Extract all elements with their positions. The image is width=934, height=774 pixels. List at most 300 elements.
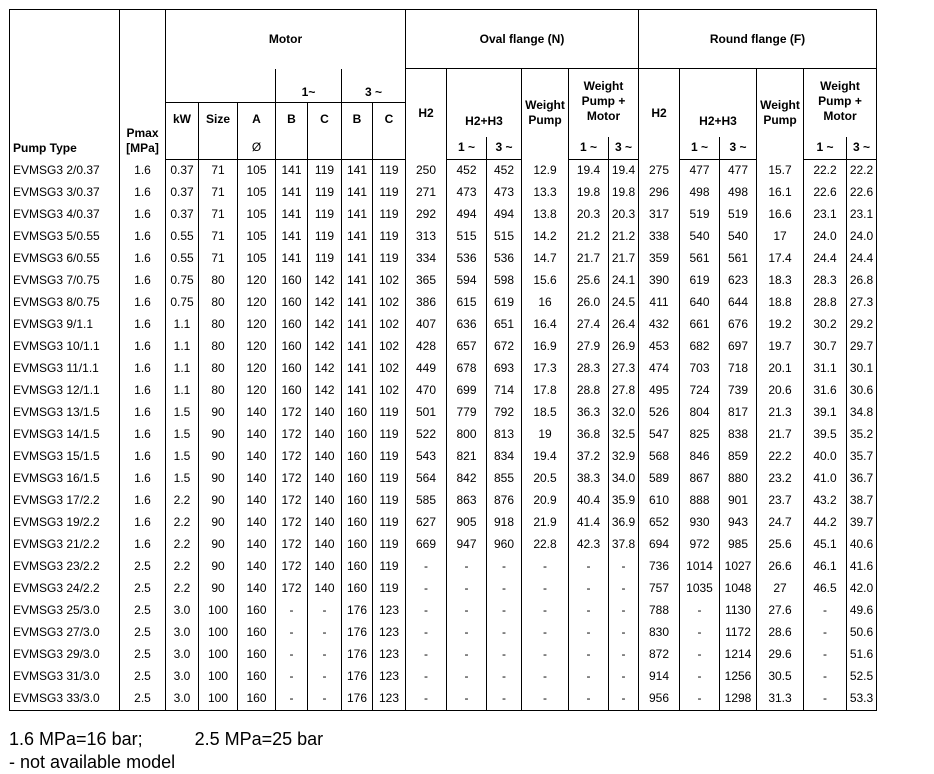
table-cell: EVMSG3 7/0.75 xyxy=(10,270,120,292)
table-cell: 2.5 xyxy=(120,600,166,622)
table-cell: 142 xyxy=(308,314,342,336)
table-cell: 105 xyxy=(238,204,276,226)
table-cell: - xyxy=(804,644,847,666)
table-cell: 338 xyxy=(639,226,680,248)
table-cell: 140 xyxy=(308,490,342,512)
table-cell: 123 xyxy=(373,622,406,644)
table-cell: 589 xyxy=(639,468,680,490)
table-cell: 498 xyxy=(680,182,720,204)
table-cell: 42.0 xyxy=(849,581,874,595)
table-cell: 100 xyxy=(199,622,238,644)
table-cell: 80 xyxy=(199,380,238,402)
table-cell: 90 xyxy=(199,512,238,534)
table-cell: 141 xyxy=(342,380,373,402)
table-cell: 22.2 xyxy=(757,446,804,468)
table-cell: 3.0 xyxy=(166,644,199,666)
table-cell: 718 xyxy=(720,358,757,380)
table-cell: 140 xyxy=(308,446,342,468)
table-cell: 619 xyxy=(680,270,720,292)
table-cell: 515 xyxy=(447,226,487,248)
table-cell: 943 xyxy=(720,512,757,534)
table-cell: EVMSG3 25/3.0 xyxy=(10,600,120,622)
table-cell: EVMSG3 16/1.5 xyxy=(10,468,120,490)
table-cell: 1.1 xyxy=(166,358,199,380)
table-cell: 20.6 xyxy=(757,380,804,402)
table-cell: 788 xyxy=(639,600,680,622)
table-cell: 30.1 xyxy=(849,361,874,375)
table-cell: 141 xyxy=(342,314,373,336)
table-cell: 1214 xyxy=(720,644,757,666)
table-cell: 27.3 xyxy=(609,358,639,380)
table-cell: - xyxy=(447,622,487,644)
table-cell: 12.9 xyxy=(522,159,569,182)
table-cell: 160 xyxy=(342,446,373,468)
table-cell: 40.6 xyxy=(849,537,874,551)
table-cell: 31.6 xyxy=(804,380,847,402)
table-cell: 172 xyxy=(276,402,308,424)
table-cell: 1.6 xyxy=(120,182,166,204)
table-cell: - xyxy=(406,688,447,711)
table-cell: 24.5 xyxy=(609,292,639,314)
table-cell: 160 xyxy=(342,512,373,534)
table-cell: - xyxy=(447,600,487,622)
table-cell: - xyxy=(276,644,308,666)
table-cell: 90 xyxy=(199,446,238,468)
table-cell: 42.3 xyxy=(569,534,609,556)
table-cell: 102 xyxy=(373,314,406,336)
table-cell: 120 xyxy=(238,292,276,314)
table-cell: 23.1 xyxy=(849,207,874,221)
table-cell: - xyxy=(609,644,639,666)
table-cell: 2.2 xyxy=(166,556,199,578)
header-pmax-label: Pmax xyxy=(126,126,159,140)
table-cell: 1035 xyxy=(680,578,720,600)
header-round-wpm-1phase: 1 ~ xyxy=(804,137,847,160)
table-cell: 140 xyxy=(238,402,276,424)
table-cell: 119 xyxy=(373,159,406,182)
table-cell: 123 xyxy=(373,688,406,711)
table-cell: 863 xyxy=(447,490,487,512)
table-cell: 80 xyxy=(199,314,238,336)
table-cell: 16 xyxy=(522,292,569,314)
table-cell: - xyxy=(569,600,609,622)
table-cell: 494 xyxy=(487,204,522,226)
table-cell: 598 xyxy=(487,270,522,292)
table-cell: 160 xyxy=(238,688,276,711)
table-cell: 867 xyxy=(680,468,720,490)
table-cell: EVMSG3 6/0.55 xyxy=(10,248,120,270)
table-cell: - xyxy=(609,600,639,622)
table-cell: 119 xyxy=(373,424,406,446)
table-cell: 172 xyxy=(276,468,308,490)
table-cell: 2.5 xyxy=(120,622,166,644)
table-cell: 15.7 xyxy=(757,159,804,182)
table-cell: 160 xyxy=(342,402,373,424)
table-cell: 842 xyxy=(447,468,487,490)
table-cell: 140 xyxy=(308,534,342,556)
table-cell: 651 xyxy=(487,314,522,336)
table-cell: 800 xyxy=(447,424,487,446)
table-cell: 739 xyxy=(720,380,757,402)
table-cell: 0.37 xyxy=(166,159,199,182)
table-cell: 29.7 xyxy=(849,339,874,353)
table-cell: 80 xyxy=(199,292,238,314)
table-cell: 1130 xyxy=(720,600,757,622)
table-cell: 24.4 xyxy=(804,248,847,270)
table-cell: 160 xyxy=(276,336,308,358)
table-cell: EVMSG3 21/2.2 xyxy=(10,534,120,556)
table-cell: 24.0 xyxy=(804,226,847,248)
table-cell: 13.3 xyxy=(522,182,569,204)
table-cell: 672 xyxy=(487,336,522,358)
table-cell: 172 xyxy=(276,446,308,468)
table-row xyxy=(10,446,877,468)
table-cell: 428 xyxy=(406,336,447,358)
table-cell: 16.4 xyxy=(522,314,569,336)
table-cell: 1.6 xyxy=(120,402,166,424)
table-cell: 119 xyxy=(373,182,406,204)
table-cell: 46.1 xyxy=(804,556,847,578)
header-c1-sub xyxy=(308,137,342,160)
table-cell: 838 xyxy=(720,424,757,446)
table-cell: - xyxy=(447,666,487,688)
table-cell: 28.8 xyxy=(569,380,609,402)
table-cell: 43.2 xyxy=(804,490,847,512)
table-cell: 0.55 xyxy=(166,248,199,270)
table-cell: 678 xyxy=(447,358,487,380)
table-row xyxy=(10,159,877,182)
table-row xyxy=(10,534,877,556)
table-cell: 22.8 xyxy=(522,534,569,556)
table-cell: 140 xyxy=(238,556,276,578)
table-cell: 172 xyxy=(276,424,308,446)
table-cell: 1.6 xyxy=(120,380,166,402)
table-cell: 141 xyxy=(342,226,373,248)
table-cell: 120 xyxy=(238,270,276,292)
table-cell: 21.3 xyxy=(757,402,804,424)
table-cell: 20.5 xyxy=(522,468,569,490)
table-cell: EVMSG3 3/0.37 xyxy=(10,182,120,204)
table-cell: 21.7 xyxy=(757,424,804,446)
table-cell: EVMSG3 31/3.0 xyxy=(10,666,120,688)
table-cell: 160 xyxy=(342,424,373,446)
table-cell: 1.6 xyxy=(120,534,166,556)
table-cell: - xyxy=(569,644,609,666)
table-cell: 526 xyxy=(639,402,680,424)
table-cell: 19.4 xyxy=(609,159,639,182)
table-cell: 317 xyxy=(639,204,680,226)
table-cell: 140 xyxy=(238,446,276,468)
table-cell: 140 xyxy=(238,424,276,446)
table-cell: 3.0 xyxy=(166,622,199,644)
table-cell: 2.5 xyxy=(120,644,166,666)
table-cell: 657 xyxy=(447,336,487,358)
table-cell: 1256 xyxy=(720,666,757,688)
table-cell: 18.3 xyxy=(757,270,804,292)
table-cell: 30.2 xyxy=(804,314,847,336)
table-cell: 568 xyxy=(639,446,680,468)
header-pmax-cell xyxy=(120,10,166,160)
table-cell: 661 xyxy=(680,314,720,336)
table-row xyxy=(10,512,877,534)
table-cell: 2.2 xyxy=(166,578,199,600)
note-pressure-16: 1.6 MPa=16 bar; xyxy=(9,729,143,749)
header-oval-weight-pump-cell xyxy=(522,69,569,160)
table-cell: 296 xyxy=(639,182,680,204)
table-cell: 561 xyxy=(720,248,757,270)
table-cell: - xyxy=(308,600,342,622)
header-c3-sub xyxy=(373,137,406,160)
table-cell: - xyxy=(522,666,569,688)
table-cell: 699 xyxy=(447,380,487,402)
table-cell: 623 xyxy=(720,270,757,292)
table-cell: 947 xyxy=(447,534,487,556)
table-cell: - xyxy=(609,666,639,688)
table-cell: 90 xyxy=(199,468,238,490)
table-cell: 52.5 xyxy=(849,669,874,683)
table-cell: - xyxy=(487,600,522,622)
table-cell: 23.1 xyxy=(804,204,847,226)
table-cell: 28.3 xyxy=(569,358,609,380)
table-cell: 119 xyxy=(373,534,406,556)
table-cell: 477 xyxy=(720,159,757,182)
table-cell: 14.2 xyxy=(522,226,569,248)
table-cell: 40.4 xyxy=(569,490,609,512)
table-cell: 449 xyxy=(406,358,447,380)
table-cell: 872 xyxy=(639,644,680,666)
table-cell: - xyxy=(487,622,522,644)
table-cell: 27.6 xyxy=(757,600,804,622)
pump-spec-table xyxy=(9,9,877,711)
table-cell: 452 xyxy=(487,159,522,182)
table-cell: 141 xyxy=(342,270,373,292)
table-cell: 119 xyxy=(373,468,406,490)
table-cell: 172 xyxy=(276,578,308,600)
table-cell: 619 xyxy=(487,292,522,314)
table-cell: 36.3 xyxy=(569,402,609,424)
table-cell: 522 xyxy=(406,424,447,446)
table-cell: - xyxy=(680,622,720,644)
table-cell: 32.9 xyxy=(609,446,639,468)
table-cell: EVMSG3 12/1.1 xyxy=(10,380,120,402)
table-cell: 119 xyxy=(308,159,342,182)
table-cell: 140 xyxy=(308,424,342,446)
table-cell: 1.6 xyxy=(120,468,166,490)
table-cell: 640 xyxy=(680,292,720,314)
header-oval-weight-pump-2: Pump xyxy=(528,113,562,127)
header-round-h2h3-3phase: 3 ~ xyxy=(720,137,757,160)
table-cell: - xyxy=(804,600,847,622)
table-cell: - xyxy=(308,666,342,688)
table-cell: EVMSG3 23/2.2 xyxy=(10,556,120,578)
table-cell: 644 xyxy=(720,292,757,314)
table-cell: 18.5 xyxy=(522,402,569,424)
table-row xyxy=(10,314,877,336)
table-cell: 905 xyxy=(447,512,487,534)
table-cell: 140 xyxy=(308,402,342,424)
table-row xyxy=(10,666,877,688)
table-cell: 359 xyxy=(639,248,680,270)
table-row xyxy=(10,402,877,424)
table-cell: 23.2 xyxy=(757,468,804,490)
table-cell: 334 xyxy=(406,248,447,270)
table-cell: 142 xyxy=(308,292,342,314)
table-cell: 160 xyxy=(238,644,276,666)
table-cell: 19.4 xyxy=(569,159,609,182)
table-cell: 140 xyxy=(308,468,342,490)
table-cell: 26.9 xyxy=(609,336,639,358)
table-cell: 141 xyxy=(342,204,373,226)
table-cell: 821 xyxy=(447,446,487,468)
table-cell: - xyxy=(276,600,308,622)
table-cell: 830 xyxy=(639,622,680,644)
table-cell: - xyxy=(609,556,639,578)
table-cell: 3.0 xyxy=(166,600,199,622)
table-cell: 17 xyxy=(757,226,804,248)
table-cell: 292 xyxy=(406,204,447,226)
table-cell: 41.6 xyxy=(849,559,874,573)
table-cell: 160 xyxy=(238,666,276,688)
table-cell: 100 xyxy=(199,666,238,688)
table-cell: 20.1 xyxy=(757,358,804,380)
table-cell: EVMSG3 14/1.5 xyxy=(10,424,120,446)
table-cell: 19.8 xyxy=(609,182,639,204)
table-cell: 71 xyxy=(199,226,238,248)
table-cell: - xyxy=(406,578,447,600)
table-row xyxy=(10,204,877,226)
header-round-weight-pump-cell xyxy=(757,69,804,160)
table-cell: 36.8 xyxy=(569,424,609,446)
table-cell: - xyxy=(680,644,720,666)
header-c-3phase: C xyxy=(373,102,406,137)
table-cell: 24.0 xyxy=(849,229,874,243)
table-cell: 30.6 xyxy=(849,383,874,397)
table-cell: 536 xyxy=(487,248,522,270)
table-cell: 543 xyxy=(406,446,447,468)
table-cell: 682 xyxy=(680,336,720,358)
table-cell: 21.9 xyxy=(522,512,569,534)
header-kw: kW xyxy=(166,102,199,137)
table-cell: - xyxy=(276,666,308,688)
table-cell: 498 xyxy=(720,182,757,204)
table-cell: - xyxy=(406,600,447,622)
table-cell: 676 xyxy=(720,314,757,336)
table-cell: 515 xyxy=(487,226,522,248)
table-cell: 21.2 xyxy=(609,226,639,248)
table-cell: 71 xyxy=(199,182,238,204)
table-cell: 100 xyxy=(199,644,238,666)
table-cell: - xyxy=(680,600,720,622)
table-cell: 26.6 xyxy=(757,556,804,578)
table-cell: 724 xyxy=(680,380,720,402)
header-round-flange: Round flange (F) xyxy=(709,31,806,46)
table-cell: 20.9 xyxy=(522,490,569,512)
table-cell: 172 xyxy=(276,512,308,534)
table-cell: 28.3 xyxy=(804,270,847,292)
table-row xyxy=(10,358,877,380)
table-cell: 792 xyxy=(487,402,522,424)
table-cell: 26.8 xyxy=(849,273,874,287)
table-row xyxy=(10,182,877,204)
table-cell: 176 xyxy=(342,600,373,622)
table-cell: 693 xyxy=(487,358,522,380)
header-pmax-unit: [MPa] xyxy=(126,141,159,155)
table-cell: EVMSG3 8/0.75 xyxy=(10,292,120,314)
table-cell: 160 xyxy=(276,292,308,314)
table-cell: 474 xyxy=(639,358,680,380)
table-cell: 119 xyxy=(308,204,342,226)
table-cell: 846 xyxy=(680,446,720,468)
table-cell: 140 xyxy=(238,578,276,600)
table-cell: 119 xyxy=(308,248,342,270)
table-cell: 0.55 xyxy=(166,226,199,248)
table-cell: 736 xyxy=(639,556,680,578)
table-cell: 1.6 xyxy=(120,512,166,534)
table-cell: 547 xyxy=(639,424,680,446)
table-cell: 172 xyxy=(276,556,308,578)
table-cell: 36.9 xyxy=(609,512,639,534)
table-cell: 39.1 xyxy=(804,402,847,424)
table-cell: 35.7 xyxy=(849,449,874,463)
header-round-weight-pump-1: Weight xyxy=(760,98,800,112)
table-cell: 160 xyxy=(276,358,308,380)
table-cell: 876 xyxy=(487,490,522,512)
table-cell: 1048 xyxy=(720,578,757,600)
table-cell: 35.2 xyxy=(849,427,874,441)
table-cell: - xyxy=(406,556,447,578)
table-cell: 141 xyxy=(342,292,373,314)
header-motor-1phase: 1~ xyxy=(276,69,342,103)
table-cell: 30.5 xyxy=(757,666,804,688)
table-cell: 697 xyxy=(720,336,757,358)
header-round-weight-pump-2: Pump xyxy=(763,113,797,127)
table-cell: 32.0 xyxy=(609,402,639,424)
table-cell: 21.7 xyxy=(569,248,609,270)
table-cell: 29.6 xyxy=(757,644,804,666)
table-cell: 80 xyxy=(199,270,238,292)
table-cell: 1.6 xyxy=(120,204,166,226)
table-cell: 26.4 xyxy=(609,314,639,336)
table-cell: - xyxy=(609,622,639,644)
table-cell: 160 xyxy=(342,490,373,512)
table-cell: 20.3 xyxy=(609,204,639,226)
table-cell: 49.6 xyxy=(849,603,874,617)
table-row xyxy=(10,226,877,248)
table-cell: 386 xyxy=(406,292,447,314)
table-cell: 40.0 xyxy=(804,446,847,468)
table-cell: 71 xyxy=(199,248,238,270)
table-cell: 28.6 xyxy=(757,622,804,644)
table-cell: 1.6 xyxy=(120,270,166,292)
table-cell: 100 xyxy=(199,600,238,622)
table-cell: 28.8 xyxy=(804,292,847,314)
table-cell: 594 xyxy=(447,270,487,292)
table-cell: 694 xyxy=(639,534,680,556)
table-cell: 140 xyxy=(308,512,342,534)
pressure-notes xyxy=(9,728,323,751)
table-cell: 2.5 xyxy=(120,578,166,600)
table-cell: EVMSG3 15/1.5 xyxy=(10,446,120,468)
table-cell: 141 xyxy=(342,159,373,182)
table-cell: 16.6 xyxy=(757,204,804,226)
table-cell: 119 xyxy=(373,446,406,468)
table-cell: 271 xyxy=(406,182,447,204)
table-cell: 888 xyxy=(680,490,720,512)
table-cell: 15.6 xyxy=(522,270,569,292)
table-cell: 18.8 xyxy=(757,292,804,314)
table-cell: - xyxy=(447,578,487,600)
table-cell: 27.4 xyxy=(569,314,609,336)
